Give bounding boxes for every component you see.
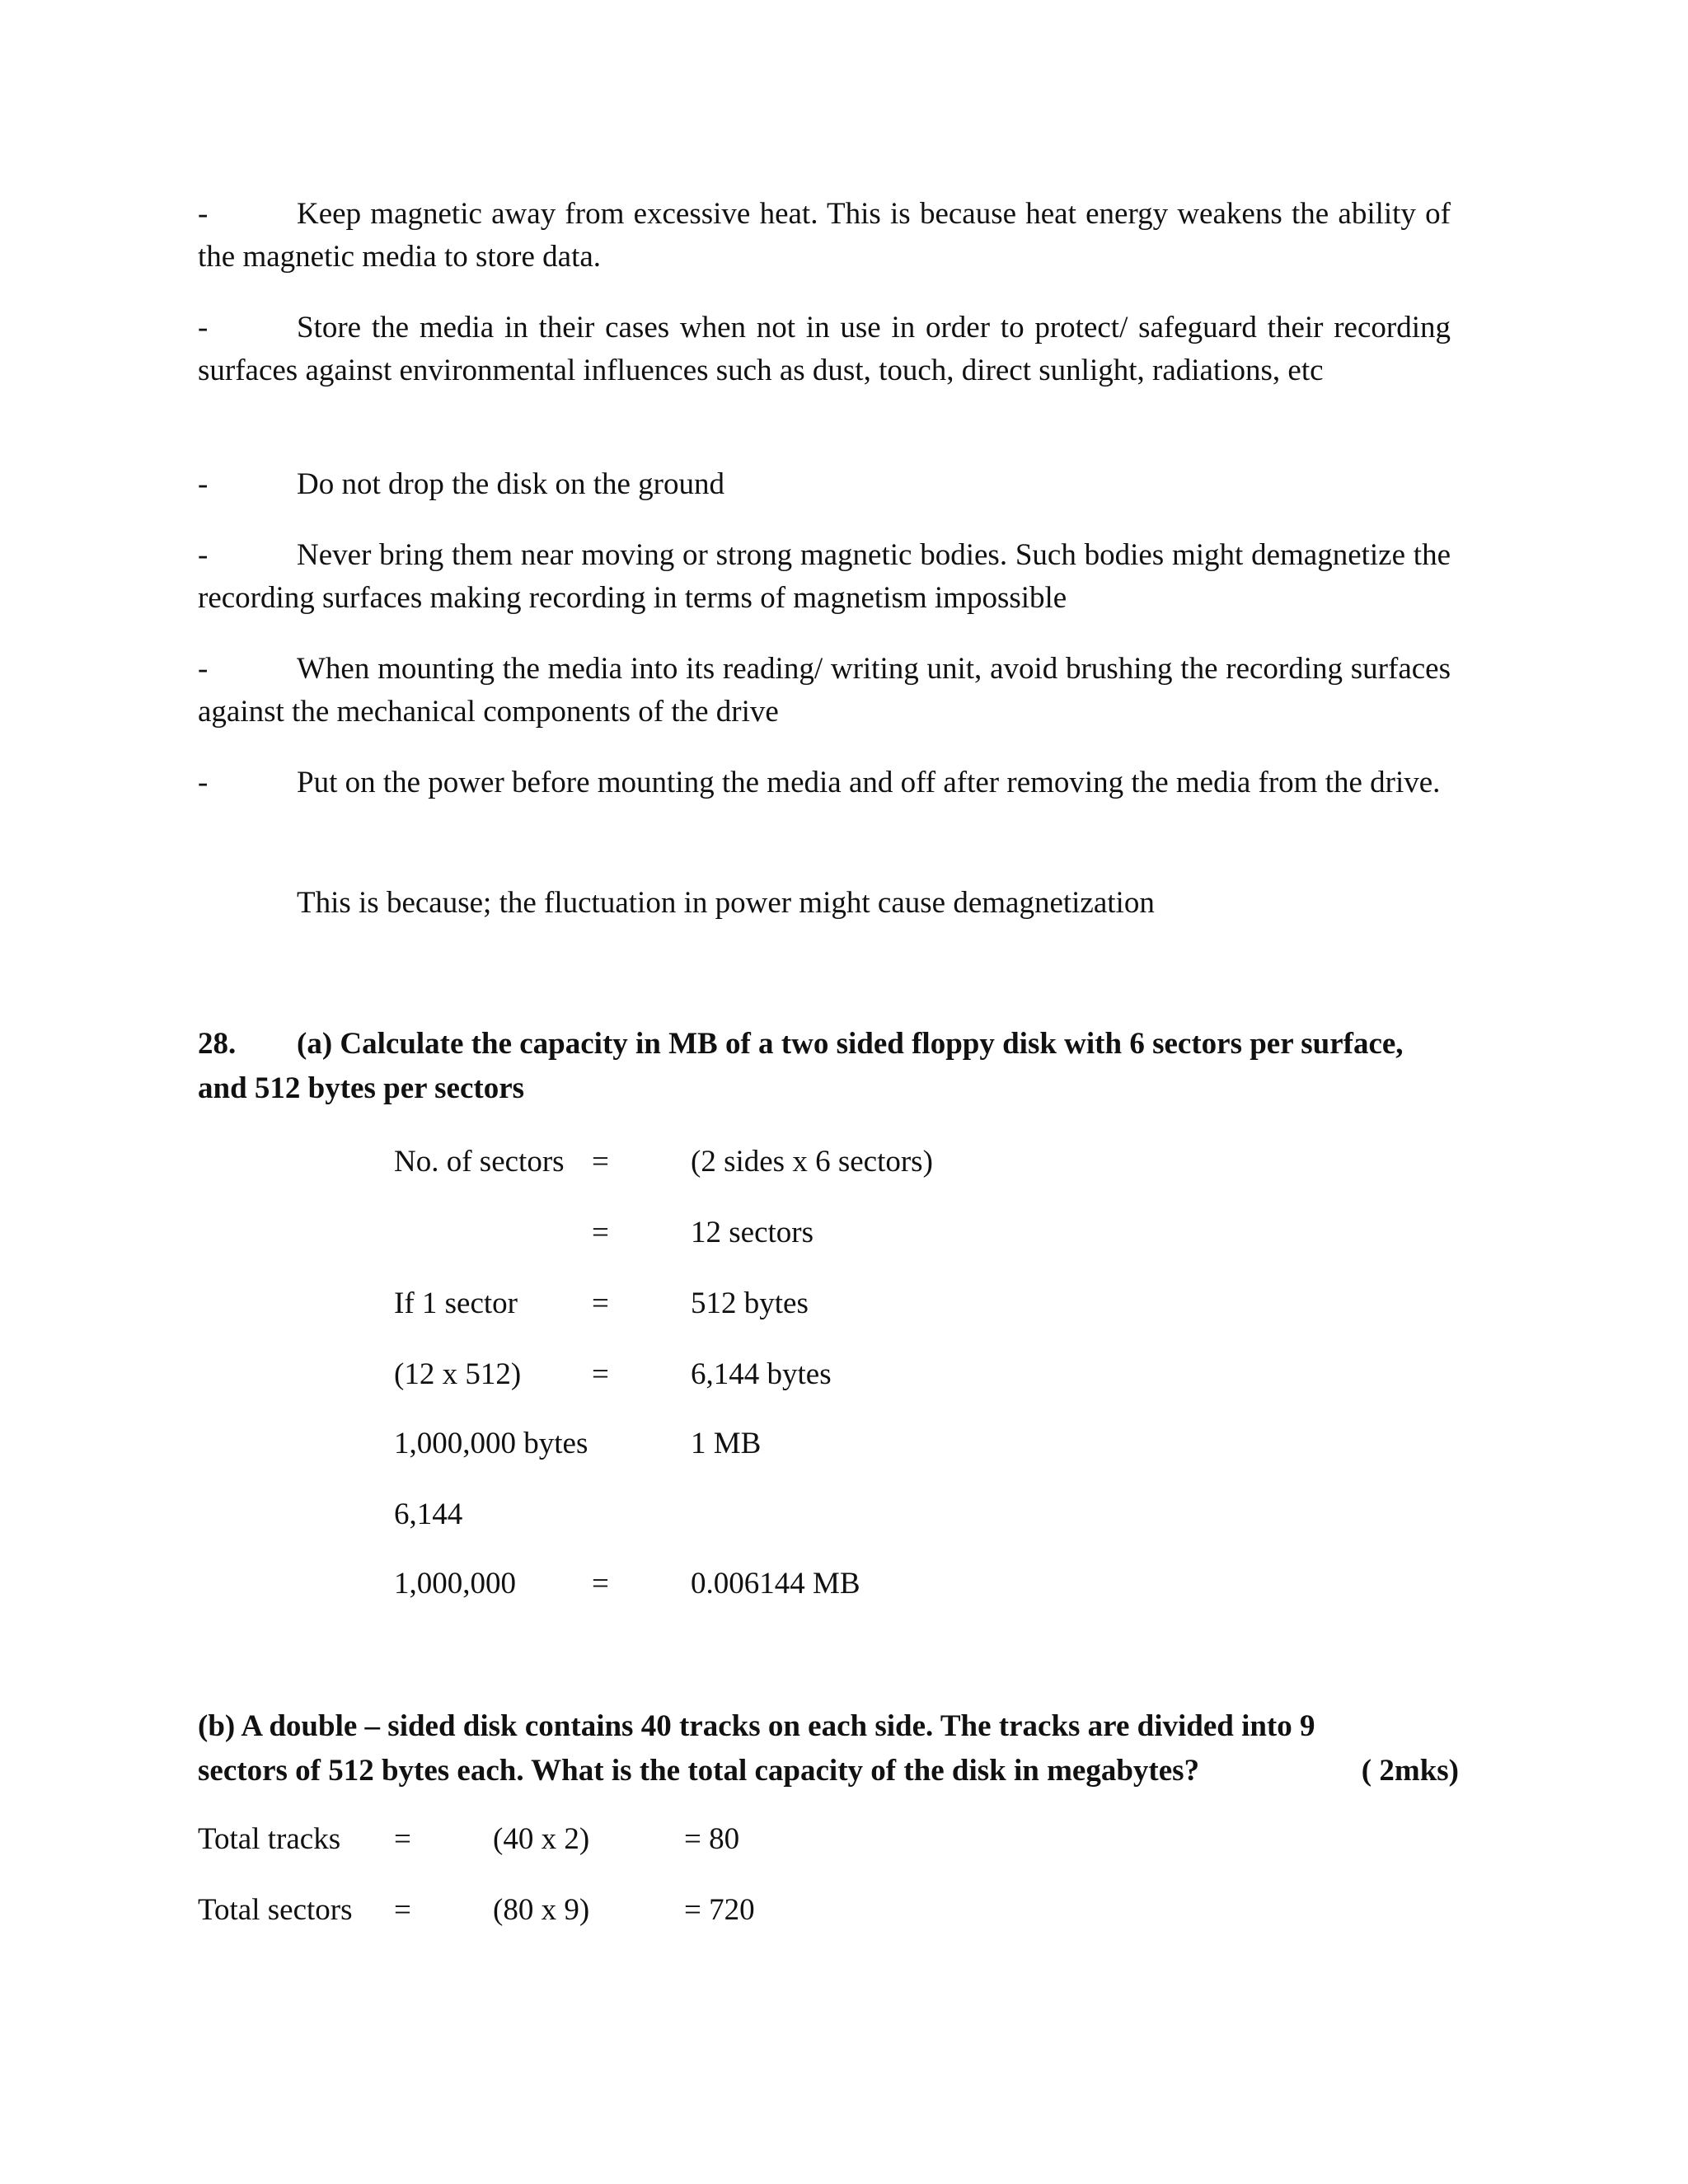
- calc-eq: =: [592, 1357, 609, 1391]
- question-text-line-wrap: [198, 1749, 1459, 1793]
- marks-label: ( 2mks): [1361, 1754, 1459, 1788]
- question-text-line: (b) A double – sided disk contains 40 tracks on each side. The tracks are divided into 9: [198, 1709, 1315, 1743]
- bullet-item: [198, 307, 1451, 392]
- calc-result: = 80: [684, 1822, 740, 1856]
- note-text: This is because; the fluctuation in power might cause demagnetization: [297, 886, 1155, 920]
- bullet-marker: -: [198, 311, 209, 344]
- question-28b-heading: [198, 1704, 1459, 1793]
- bullet-item: [198, 463, 1451, 506]
- calc-expr: (40 x 2): [493, 1822, 590, 1856]
- bullet-text: When mounting the media into its reading/ writing unit, avoid brushing the recording surfaces against the mechanical components of the drive: [198, 652, 1451, 729]
- question-text: (a) Calculate the capacity in MB of a two sided floppy disk with 6 sectors per surface, and 512 bytes per sectors: [198, 1027, 1404, 1105]
- bullet-item: [198, 648, 1451, 733]
- calc-left: (12 x 512): [394, 1357, 522, 1391]
- calc-eq: =: [394, 1822, 411, 1856]
- calc-right: (2 sides x 6 sectors): [691, 1145, 933, 1179]
- calc-left: 6,144: [394, 1497, 463, 1531]
- calc-eq: =: [592, 1145, 609, 1179]
- bullet-marker: -: [198, 652, 209, 686]
- calc-result: = 720: [684, 1893, 755, 1927]
- bullet-marker: -: [198, 467, 209, 501]
- bullet-text: Keep magnetic away from excessive heat. This is because heat energy weakens the ability of the magnetic media to store data.: [198, 197, 1451, 274]
- calc-right: 12 sectors: [691, 1216, 814, 1249]
- calc-eq: =: [394, 1893, 411, 1927]
- bullet-marker: -: [198, 766, 209, 799]
- calc-right: 0.006144 MB: [691, 1567, 860, 1601]
- calc-label: Total sectors: [198, 1893, 353, 1927]
- calc-left: 1,000,000: [394, 1567, 516, 1601]
- calc-left: If 1 sector: [394, 1286, 518, 1320]
- bullet-item: [198, 193, 1451, 279]
- question-text-line: sectors of 512 bytes each. What is the total capacity of the disk in megabytes?: [198, 1754, 1200, 1788]
- calc-right: 6,144 bytes: [691, 1357, 832, 1391]
- calc-expr: (80 x 9): [493, 1893, 590, 1927]
- bullet-text: Put on the power before mounting the media and off after removing the media from the drive.: [297, 766, 1441, 799]
- bullet-text: Do not drop the disk on the ground: [297, 467, 724, 501]
- bullet-text: Store the media in their cases when not in use in order to protect/ safeguard their recording surfaces against environmental influences such as dust, touch, direct sunlight, radiations, etc: [198, 311, 1451, 387]
- question-number: 28.: [198, 1027, 237, 1061]
- calc-left: 1,000,000 bytes: [394, 1427, 588, 1460]
- calc-left: No. of sectors: [394, 1145, 565, 1179]
- calc-label: Total tracks: [198, 1822, 341, 1856]
- bullet-marker: -: [198, 538, 209, 572]
- calc-right: 512 bytes: [691, 1286, 809, 1320]
- question-28a-heading: [198, 1022, 1459, 1111]
- calc-eq: =: [592, 1286, 609, 1320]
- bullet-marker: -: [198, 197, 209, 231]
- calc-eq: =: [592, 1567, 609, 1601]
- calc-eq: =: [592, 1216, 609, 1249]
- bullet-text: Never bring them near moving or strong magnetic bodies. Such bodies might demagnetize the recording surfaces making recording in terms of magnetism impossible: [198, 538, 1451, 615]
- calc-right: 1 MB: [691, 1427, 762, 1460]
- bullet-item: [198, 762, 1451, 804]
- bullet-item: [198, 534, 1451, 620]
